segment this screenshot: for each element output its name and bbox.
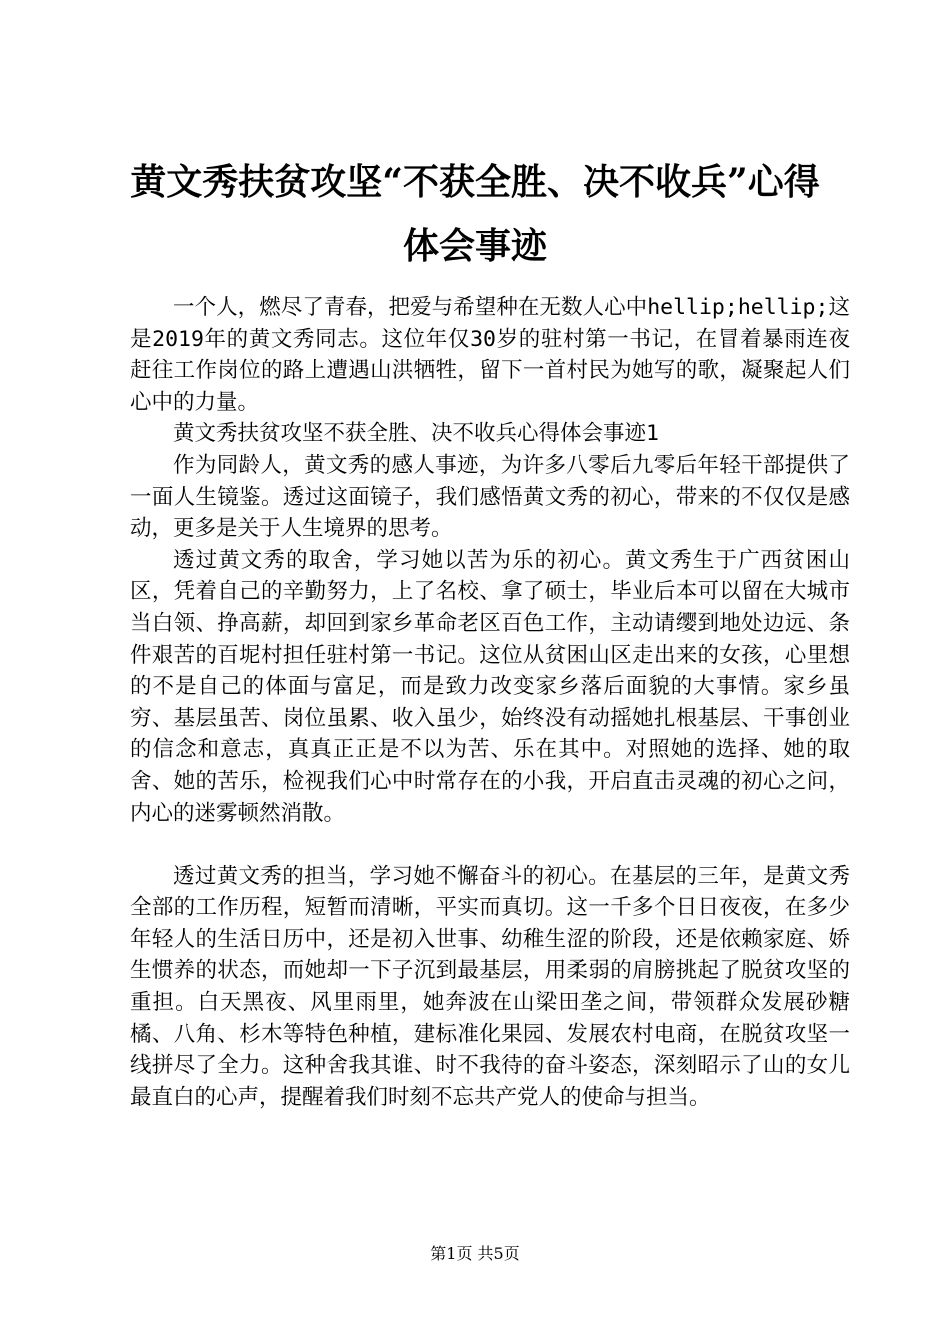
paragraph-subheading: 黄文秀扶贫攻坚不获全胜、决不收兵心得体会事迹1 — [173, 421, 659, 447]
paragraph-peer: 作为同龄人，黄文秀的感人事迹，为许多八零后九零后年轻干部提供了一面人生镜鉴。透过这面镜子，我们感悟黄文秀的初心，带来的不仅仅是感动，更多是关于人生境界的思考。 — [130, 452, 850, 542]
paragraph-choice: 透过黄文秀的取舍，学习她以苦为乐的初心。黄文秀生于广西贫困山区，凭着自己的辛勤努力，上了名校、拿了硕士，毕业后本可以留在大城市当白领、挣高薪，却回到家乡革命老区百色工作，主动请缨到地处边远、条件艰苦的百坭村担任驻村第一书记。这位从贫困山区走出来的女孩，心里想的不是自己的体面与富足，而是致力改变家乡落后面貌的大事情。家乡虽穷、基层虽苦、岗位虽累、收入虽少，始终没有动摇她扎根基层、干事创业的信念和意志，真真正正是不以为苦、乐在其中。对照她的选择、她的取舍、她的苦乐，检视我们心中时常存在的小我，开启直击灵魂的初心之问，内心的迷雾顿然消散。 — [130, 547, 850, 826]
page-footer: 第1页 共5页 — [430, 1244, 520, 1263]
document-title — [110, 150, 840, 278]
document-body — [130, 292, 850, 1113]
paragraph-intro: 一个人，燃尽了青春，把爱与希望种在无数人心中hellip;hellip;这是2019年的黄文秀同志。这位年仅30岁的驻村第一书记，在冒着暴雨连夜赶往工作岗位的路上遭遇山洪牺牲，留下一首村民为她写的歌，凝聚起人们心中的力量。 — [130, 295, 850, 415]
paragraph-responsibility: 透过黄文秀的担当，学习她不懈奋斗的初心。在基层的三年，是黄文秀全部的工作历程，短暂而清晰，平实而真切。这一千多个日日夜夜，在多少年轻人的生活日历中，还是初入世事、幼稚生涩的阶段，还是依赖家庭、娇生惯养的状态，而她却一下子沉到最基层，用柔弱的肩膀挑起了脱贫攻坚的重担。白天黑夜、风里雨里，她奔波在山梁田垄之间，带领群众发展砂糖橘、八角、杉木等特色种植，建标准化果园、发展农村电商，在脱贫攻坚一线拼尽了全力。这种舍我其谁、时不我待的奋斗姿态，深刻昭示了山的女儿最直白的心声，提醒着我们时刻不忘共产党人的使命与担当。 — [130, 863, 850, 1110]
title-line-1: 黄文秀扶贫攻坚“不获全胜、决不收兵”心得 — [130, 161, 820, 203]
title-line-2: 体会事迹 — [402, 225, 547, 267]
